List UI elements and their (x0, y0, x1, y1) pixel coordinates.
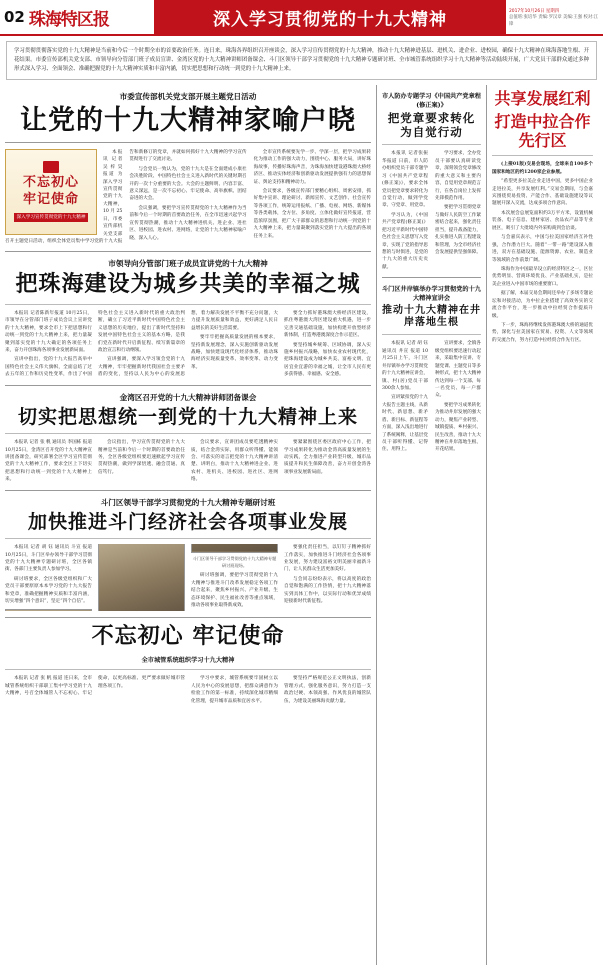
paragraph: 本报讯 记者 张 帆 报道 连日来，全市城管系统组织干部职工集中学习党的十九大精神，号召全体城管人不忘初心、牢记使命，以更高标准、更严要求做好城市管理各项工作。 (5, 676, 185, 697)
paragraph: 要把学习贯彻党章与做好人民防空工作紧密结合起来，强化责任担当，提升战备能力，扎实推进人防工程建设和管理，为全市经济社会发展提供坚强保障。 (435, 205, 481, 255)
paragraph: 本报讯 记者 张 帆 通讯员 李国栋 报道 10月25日，金湾区召开党的十九大精神宣讲团备课会，研究部署全区学习宣传贯彻党的十九大精神工作，要求全区上下切实把思想和行动统一到党的十九大精神上来。 (5, 440, 92, 483)
article-2-kicker: 市领导向分管部门班子成员宣讲党的十九大精神 (108, 259, 268, 269)
columns-grid (5, 85, 598, 965)
masthead-left (0, 0, 154, 34)
top-abstract: 学习贯彻贯彻落实党的十九大精神是当前和今后一个时期全市的首要政治任务。连日来，珠海各界组织召开座谈会，深入学习宣传贯彻党的十九大精神，推动十九大精神进基层、进机关、进企业、进校园，确保十九大精神在珠海落地生根、开花结果。市委宣传部机关党支部、市领导向分管部门班子成员宣讲、金湾区党的十九大精神讲师团备课会、斗门区领导干部学习贯彻党的十九大精神专题研讨班、全市城管系统组织学习十九大精神等活动陆续开展，广大党员干部群众通过多种形式深入学习、全面领会、准确把握党的十九大精神实质和丰富内涵，切实把思想和行动统一到党的十九大精神上来。 (6, 41, 597, 80)
page-number: 02 (4, 8, 25, 26)
paragraph: 本次展会总展览面积约3万平方米，设置机械装备、电子信息、建材家居、食品农产品等专业展区，吸引了大批境内外采购商到会洽谈。 (492, 210, 593, 231)
emblem-line-1: 不忘初心 (22, 175, 79, 191)
paragraph: 本报讯 记者陈新年报道 10月25日，市领导在分管部门班子成员会议上宣讲党的十九大精神，要求全市上下把思想和行动统一到党的十九大精神上来，把力量凝聚到落实党的十九大确定的各项任务上来，奋力开创珠海各项事业发展新局面。 (5, 310, 92, 353)
article-8-body (492, 161, 593, 344)
paragraph: 珠海作为中国最早设立的经济特区之一，区位优势明显、营商环境优良、产业基础扎实，是拉美企业进入中国市场的重要窗口。 (492, 266, 593, 287)
article-1 (5, 91, 371, 246)
paragraph: 本报讯 记者张振华报道 日前，市人防办组织党员干部专题学习《中国共产党章程(修正案)》，要求全体党员把党章要求转化为自觉行动，做到学党章、守党章、用党章。 (382, 151, 428, 209)
divider (5, 142, 371, 143)
article-4 (5, 497, 371, 611)
masthead-info (506, 0, 603, 34)
article-5-body (5, 675, 371, 705)
divider (5, 538, 371, 539)
paragraph: 与会党员一致认为，党的十九大是在全面建成小康社会决胜阶段、中国特色社会主义进入新时代的关键时期召开的一次十分重要的大会。大会的主题鲜明、内容丰富、意义深远，是一次不忘初心、牢记使命、高举旗帜、团结奋进的大会。 (129, 166, 247, 202)
paragraph: 据了解，本届交易会期间还举办了多场专题论坛和对接活动，为中拉企业搭建了高效务实的交流合作平台，进一步推动中拉经贸合作提质升级。 (492, 291, 593, 319)
paper-name: 珠海特区报 (28, 9, 109, 30)
paragraph: 要把学习成果转化为推动井岸发展的强大动力，聚焦产业转型、城镇提质、乡村振兴、民生改善，推动十九大精神在井岸落地生根、开花结果。 (435, 402, 481, 453)
article-7-body (382, 340, 481, 456)
divider (382, 334, 481, 335)
masthead-banner: 深入学习贯彻党的十九大精神 (154, 0, 506, 34)
paragraph: 要坚持严格规范公正文明执法，创新管理方式，强化服务意识，努力打造一支政治过硬、本领高强、作风优良的城管队伍，为建设美丽珠海贡献力量。 (284, 676, 371, 704)
paragraph: 要牢牢把握高质量发展的根本要求，坚持新发展理念，深入实施创新驱动发展战略，加快建设现代化经济体系，推动珠海经济实现质量变革、效率变革、动力变革。 (191, 335, 278, 370)
paragraph: 学习中要求，城管系统要牢固树立以人民为中心的发展思想，把群众满意作为检验工作的第一标准，持续深化城市精细化管理，提升城市品质和宜居水平。 (191, 676, 278, 704)
article-8 (492, 89, 593, 345)
article-1-body (5, 149, 371, 246)
masthead-dept: 总值班:张培华 责编:罗汉章 美编:王强 校对:江锋 (509, 15, 599, 27)
divider (5, 251, 371, 252)
article-5-headline: 不忘初心 牢记使命 (91, 623, 285, 649)
divider (5, 490, 371, 491)
paragraph: 下一步，珠海将继续发挥港珠澳大桥的通道优势，深化与拉美国家在贸易、投资、人文等领域的交流合作，努力打造中拉经贸合作先行区。 (492, 323, 593, 343)
paragraph: 研讨班要求，全区各级党组织和广大党员干部要原原本本学习党的十九大报告和党章，准确把握精神实质和丰富内涵，切实增强“四个意识”，坚定“四个自信”。 (5, 576, 92, 605)
divider (5, 385, 371, 386)
article-6-headline: 把党章要求转化为自觉行动 (387, 110, 476, 139)
paragraph: 要坚持城乡统筹、区域协调，深入实施乡村振兴战略，加快农业农村现代化，把珠海建设成为城乡共美、富裕文明、宜居宜业宜游的幸福之城，让全市人民有更多获得感、幸福感、安全感。 (284, 342, 371, 378)
article-3 (5, 392, 371, 484)
paragraph: 宣讲要求，全镇各级党组织要迅速行动起来，采取集中宣讲、专题党课、主题党日等多种形式，把十九大精神传达到每一个支部、每一名党员、每一户群众。 (435, 341, 481, 399)
paragraph: 与会嘉宾表示，中国与拉美国家经济互补性强，合作潜力巨大。随着“一带一路”建设深入推进，双方在基础设施、能源资源、农业、制造业等领域的合作前景广阔。 (492, 235, 593, 263)
paragraph: 与会同志纷纷表示，将以高度的政治自觉和饱满的工作热情，把十九大精神落实到具体工作中，以实际行动和优异成绩迎接新时代新征程。 (284, 576, 371, 605)
article-2-headline: 把珠海建设为城乡共美的幸福之城 (15, 271, 361, 298)
article-7-headline: 推动十九大精神在井岸落地生根 (382, 305, 481, 329)
article-7 (382, 284, 481, 456)
divider (5, 669, 371, 670)
paragraph: 宣讲中指出，党的十九大报告高举中国特色社会主义伟大旗帜，全面总结了过去五年的工作和历史性变革，作出了中国特色社会主义进入新时代的重大政治判断，确立了习近平新时代中国特色社会主义思想的历史地位，提出了新时代坚持和发展中国特色社会主义的基本方略，是我们党在新时代开启新征程、续写新篇章的政治宣言和行动纲领。 (5, 310, 185, 378)
paragraph: “希望更多拉美企业走进中国，更多中国企业走进拉美，共享发展红利。”交易会期间，与会嘉宾围绕贸易投资、产能合作、基础设施建设等议题展开深入交流，达成多项合作意向。 (492, 179, 593, 207)
article-4-body (5, 544, 371, 611)
article-6-kicker: 市人防办专题学习《中国共产党章程(修正案)》 (382, 92, 481, 109)
masthead (0, 0, 603, 36)
article-6-body (382, 150, 481, 271)
paragraph: 会议强调，要把学习宣传贯彻党的十九大精神作为当前和今后一个时期的首要政治任务，在全市迅速兴起学习宣传贯彻热潮，推动十九大精神进机关、进企业、进社区、进校园、进农村、进网络，让党的十九大精神家喻户晓、深入人心。 (129, 205, 247, 241)
article-8-title-line-2: 打造中拉合作先行区 (494, 111, 591, 151)
divider (5, 617, 371, 618)
paragraph: 学习要求，全办党员干部要认真研读党章，深刻领会党章修改的重大意义和主要内容，自觉用党章规范言行，在各自岗位上发挥先锋模范作用。 (435, 151, 481, 201)
emblem-tag: 深入学习宣传贯彻党的十九大精神 (14, 213, 89, 222)
article-4-kicker: 斗门区领导干部学习贯彻党的十九大精神专题研讨班 (100, 497, 276, 507)
divider (5, 304, 371, 305)
article-3-body (5, 439, 371, 484)
party-flag-icon (43, 161, 59, 173)
column-middle (377, 85, 487, 965)
article-1-kicker: 市委宣传部机关党支部开展主题党日活动 (119, 91, 257, 101)
article-2-body (5, 310, 371, 379)
divider (5, 433, 371, 434)
article-5 (5, 624, 371, 705)
divider (492, 155, 593, 156)
article-6 (382, 91, 481, 272)
paragraph: 本报讯 记者 胡 钰 通讯员 井宣 报道 10月25日上午，斗门区井岸镇举办学习贯彻党的十九大精神宣讲会，镇、村(居)党员干部300余人参加。 (382, 341, 428, 391)
paragraph: 会议要求，各级宣传部门要精心组织、周密安排，抓好集中宣讲、理论研讨、新闻宣传、文艺创作、社会宣传等各项工作，统筹运用报纸、广播、电视、网络、新媒体等各类载体，全方位、多角度、立体化做好宣传报道，营造浓厚氛围，把广大干部群众的思想和行动统一到党的十九大精神上来，把力量凝聚到落实党的十九大提出的各项任务上来。 (253, 188, 371, 239)
article-4-photo-caption: 斗门区领导干部学习贯彻党的十九大精神专题研讨班现场。 (192, 555, 277, 568)
paragraph: 全市宣传系统要先学一步、学深一层，把学习成果转化为推动工作的强大动力，围绕中心、服务大局，讲好珠海故事，传播好珠海声音，为珠海加快建设港珠澳大桥经济区、推动实体经济和创新驱动发展提供强有力的思想保证、舆论支持和精神动力。 (253, 149, 371, 185)
column-right (487, 85, 593, 965)
article-2 (5, 258, 371, 378)
emblem-line-2: 牢记使命 (22, 191, 79, 207)
paragraph: 研讨班强调，要把学习贯彻党的十九大精神与推进斗门改革发展稳定各项工作结合起来，聚焦乡村振兴、产业升级、生态环境保护、民生福祉改善等重点领域，推动各项事业取得新成效。 (191, 573, 278, 609)
divider (382, 277, 481, 278)
paragraph: 要紧紧围绕区委区政府中心工作，把学习成果转化为推动金湾高质量发展的生动实践，全力推进产业转型升级、城市品质提升和民生保障改善，奋力开创金湾各项事业发展新局面。 (284, 440, 371, 475)
article-3-headline: 切实把思想统一到党的十九大精神上来 (17, 405, 358, 428)
article-5-kicker: 全市城管系统组织学习十九大精神 (141, 657, 235, 665)
paragraph: 会议要求，宣讲团成员要吃透精神实质，结合金湾实际，用群众听得懂、能领会、可落实的语言把党的十九大精神讲清楚、讲明白，推动十九大精神进企业、进农村、进机关、进校园、进社区、进网络。 (191, 440, 278, 483)
paragraph: 要全力抓好港珠澳大桥经济区建设，抓住粤港澳大湾区建设重大机遇，进一步完善交通基础设施，加快构建开放型经济新体制，打造粤港澳深度合作示范区。 (284, 310, 371, 339)
paragraph: 要强化责任担当，以钉钉子精神抓好工作落实，加快推进斗门经济社会各项事业发展，努力建设富裕文明美丽幸福新斗门，让人民群众生活更加美好。 (284, 545, 371, 573)
party-emblem (5, 149, 97, 235)
article-4-headline: 加快推进斗门经济社会各项事业发展 (27, 510, 348, 533)
divider (382, 144, 481, 145)
article-1-headline: 让党的十九大精神家喻户晓 (20, 104, 356, 136)
paragraph: 本报讯 记者 吴梓昊 报道 为深入学习宣传贯彻党的十九大精神，10月25日，市委宣传部机关党支部召开主题党日活动，组织全体党员集中学习党的十九大报告和新修订的党章，并就如何抓好十九大精神的学习宣传贯彻进行了交流讨论。 (5, 149, 247, 245)
article-7-kicker: 斗门区井岸镇举办学习贯彻党的十九大精神宣讲会 (382, 286, 481, 303)
column-left (5, 85, 377, 965)
paragraph: 学习认为，《中国共产党章程(修正案)》把习近平新时代中国特色社会主义思想写入党章，实现了党的指导思想的与时俱进，是党的十九大的重大历史贡献。 (382, 212, 428, 270)
article-8-dateline: (上接01版)交易会现场，全球来自100多个国家和地区的约1200家企业参展。 (492, 162, 593, 175)
paragraph: 本报讯 记者 胡 钰 通讯员 斗宣 报道 10月25日，斗门区举办领导干部学习贯彻党的十九大精神专题研讨班，全区各镇街、各部门主要负责人参加学习。 (5, 545, 92, 573)
masthead-date: 2017年10月26日 星期四 (509, 8, 560, 14)
paragraph: 宣讲强调，要深入学习领会党的十九大精神，牢牢把握新时代我国社会主要矛盾的变化，坚持以人民为中心的发展思想，着力解决发展不平衡不充分问题，大力提升发展质量和效益，更好满足人民日益增长的美好生活需要。 (98, 310, 278, 378)
article-8-title-line-1: 共享发展红利 (494, 88, 591, 108)
paragraph: 会议指出，学习宣传贯彻党的十九大精神是当前和今后一个时期的首要政治任务，全区各级党组织要迅速掀起学习宣传贯彻热潮，做到学深悟透、融会贯通、真信笃行。 (98, 440, 185, 475)
paragraph: 宣讲紧扣党的十九大报告主题主线，从新时代、新思想、新矛盾、新目标、新征程等方面，深入浅出地进行了系统阐释，让基层党员干部听得懂、记得住、用得上。 (382, 395, 428, 453)
article-3-kicker: 金湾区召开党的十九大精神讲师团备课会 (119, 392, 257, 402)
